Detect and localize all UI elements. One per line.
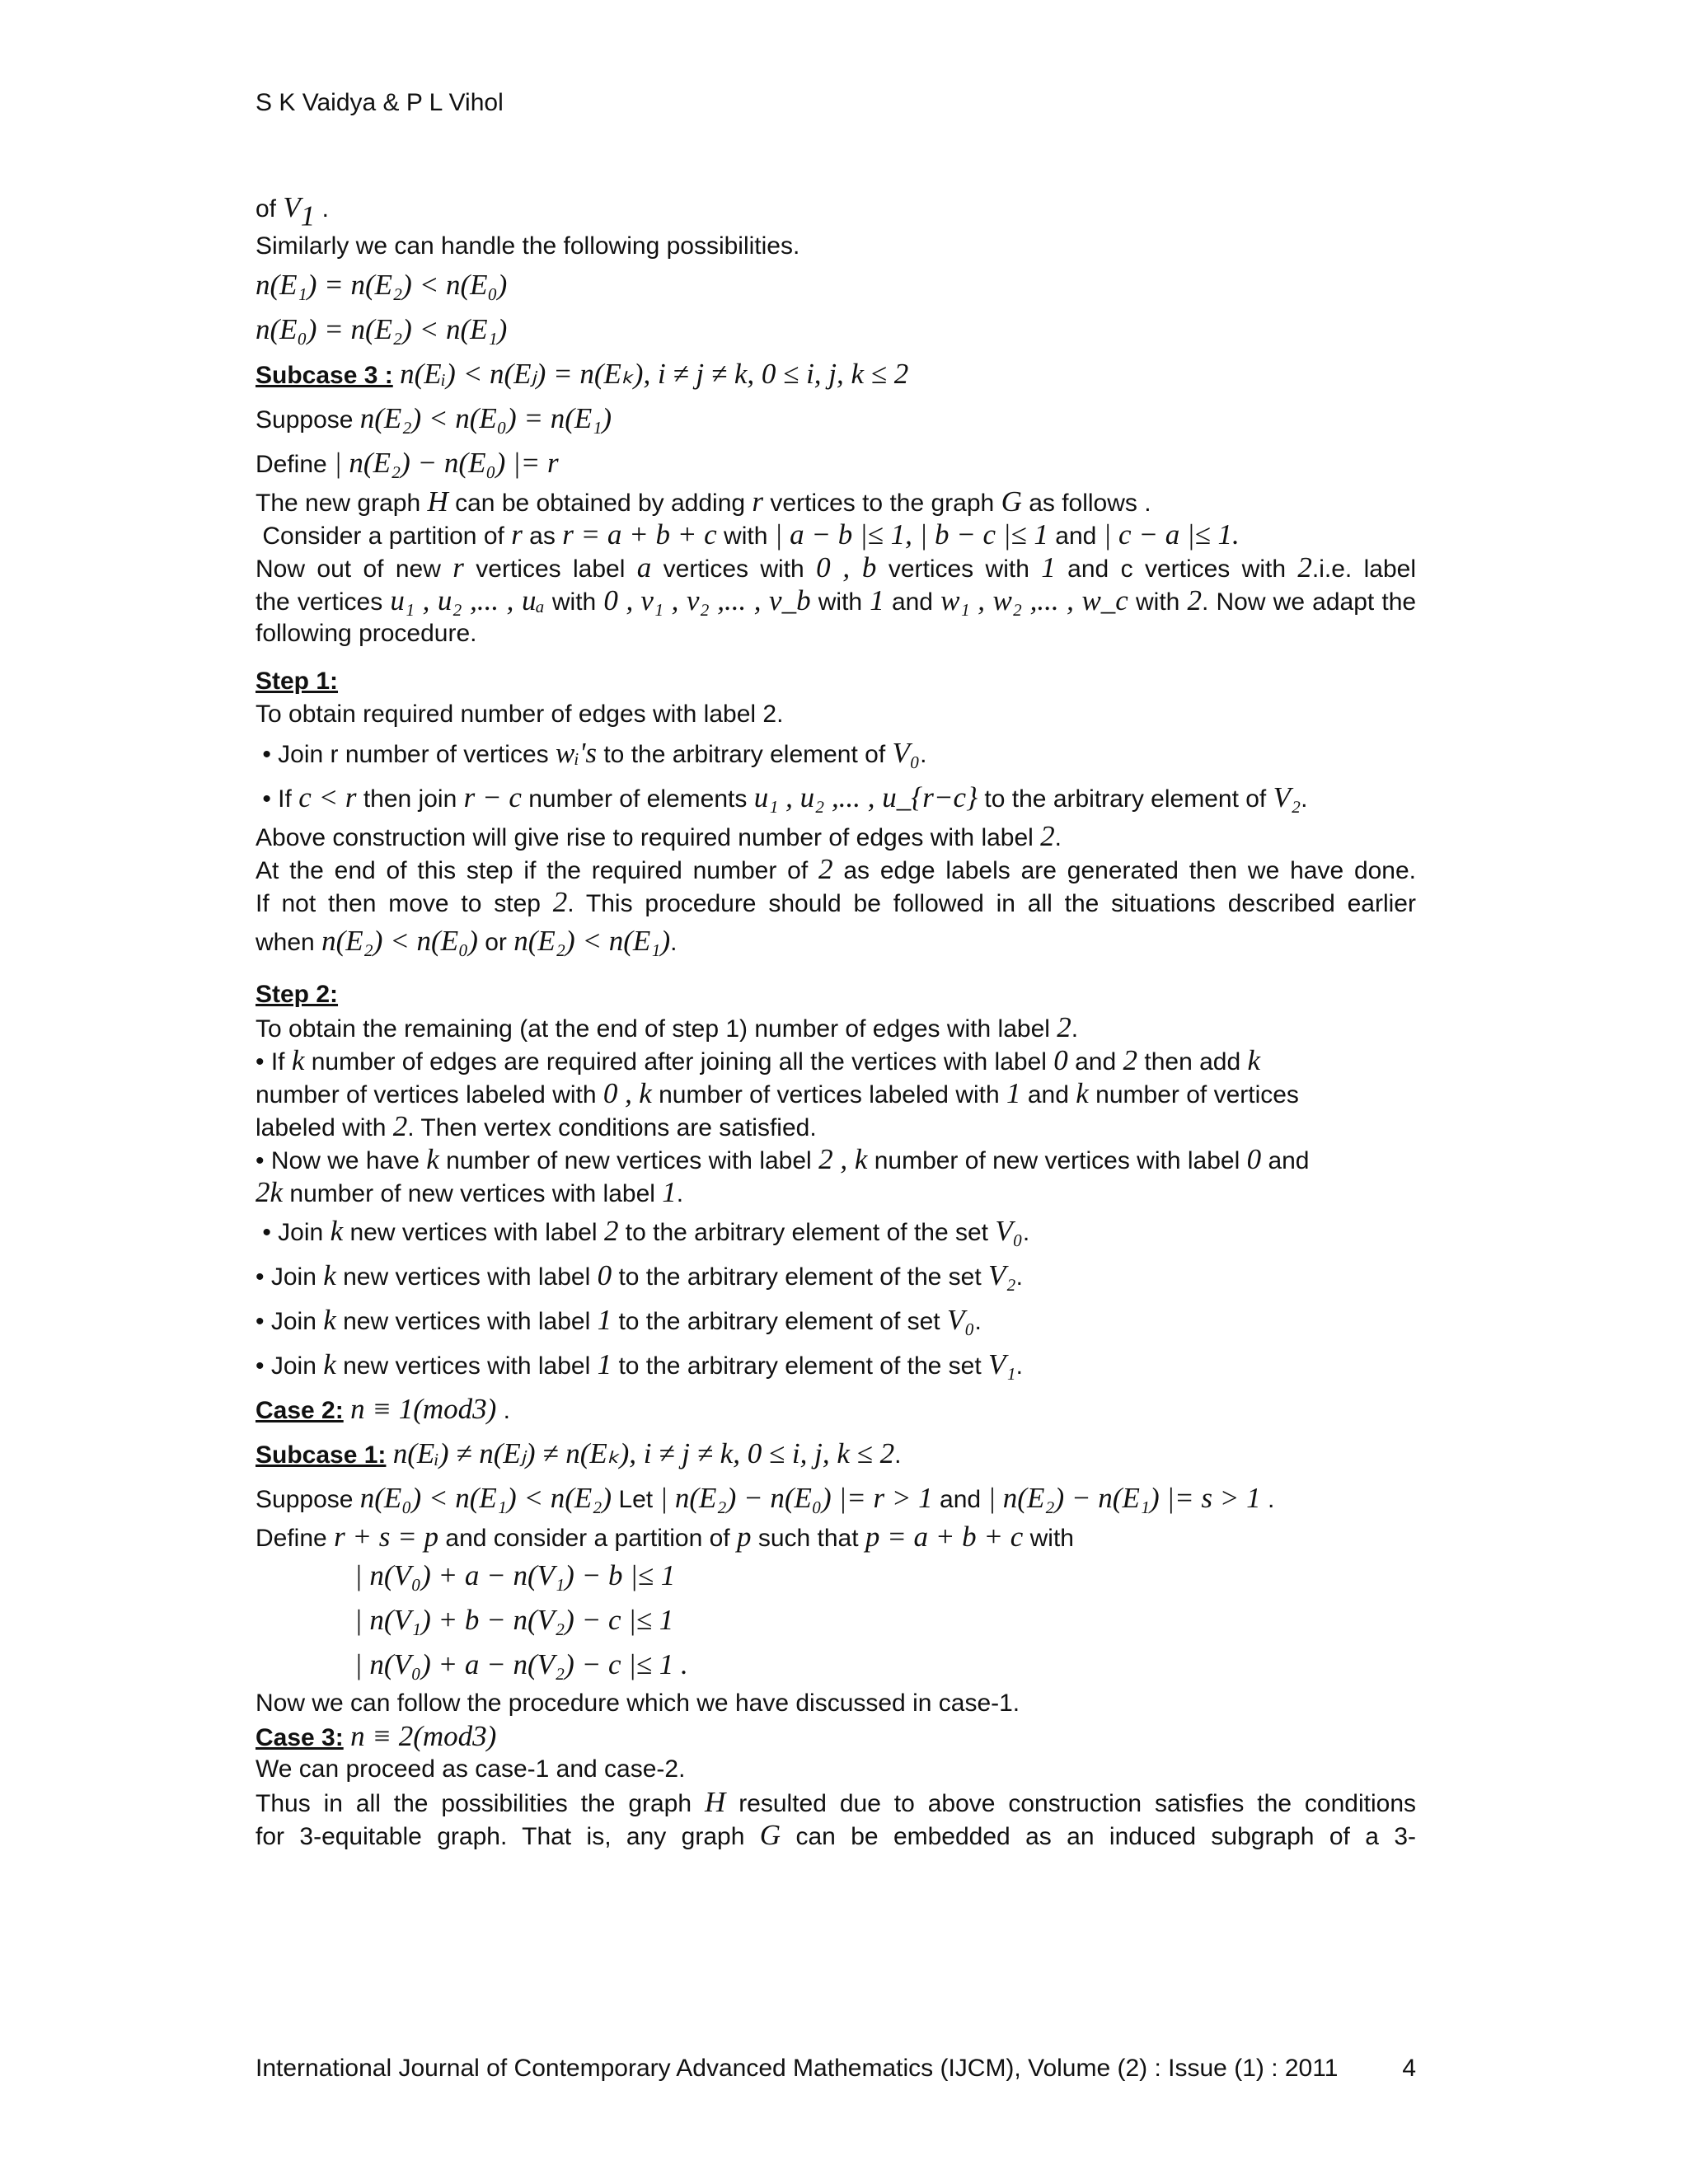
subcase-heading: Subcase 1: n(Eᵢ) ≠ n(Eⱼ) ≠ n(Eₖ), i ≠ j ≠ k, 0 ≤ i, j, k ≤ 2. [256,1437,902,1469]
text-line: Thus in all the possibilities the graph H resulted due to above construction satisfies the conditions [256,1786,1417,1818]
text-line: To obtain the remaining (at the end of step 1) number of edges with label 2. [256,1011,1079,1043]
text-line: Now out of new r vertices label a vertices with 0 , b vertices with 1 and c vertices with 2.i.e. label [256,551,1417,583]
text-line: The new graph H can be obtained by adding r vertices to the graph G as follows . [256,485,1151,518]
math-line: n(E₀) = n(E₂) < n(E₁) [256,313,508,345]
math-line: | n(V₀) + a − n(V₂) − c |≤ 1 . [354,1648,688,1680]
text-line: of $V_1$ . [256,191,329,232]
text-line: Define | n(E₂) − n(E₀) |= r [256,447,559,479]
text-line: the vertices u₁ , u₂ ,... , uₐ with 0 , v₁ , v₂ ,... , v_b with 1 and w₁ , w₂ ,... , w_c with 2. Now we adapt the [256,584,1417,616]
bullet-item: • Join r number of vertices wᵢ's to the arbitrary element of V₀. [262,737,927,769]
running-header: S K Vaidya & P L Vihol [256,89,504,116]
bullet-item: • Join k new vertices with label 1 to the arbitrary element of the set V₁. [256,1348,1023,1380]
text-line: To obtain required number of edges with label 2. [256,701,784,728]
math-line: n(E₁) = n(E₂) < n(E₀) [256,269,508,301]
text-line: If not then move to step 2. This procedure should be followed in all the situations described earlier [256,886,1416,918]
text-line: number of vertices labeled with 0 , k number of vertices labeled with 1 and k number of vertices [256,1077,1299,1109]
text-line: Now we can follow the procedure which we have discussed in case-1. [256,1690,1020,1717]
journal-citation: International Journal of Contemporary Advanced Mathematics (IJCM), Volume (2) : Issue (1) : 2011 [256,2055,1339,2082]
math-line: | n(V₁) + b − n(V₂) − c |≤ 1 [354,1604,674,1636]
case-heading: Case 3: n ≡ 2(mod3) [256,1720,497,1752]
text-line: Suppose n(E₂) < n(E₀) = n(E₁) [256,402,612,434]
step-heading: Step 2: [256,981,339,1008]
text-line: Suppose n(E₀) < n(E₁) < n(E₂) Let | n(E₂) − n(E₀) |= r > 1 and | n(E₂) − n(E₁) |= s > 1 . [256,1482,1275,1514]
text-line: Define r + s = p and consider a partition of p such that p = a + b + c with [256,1521,1074,1553]
bullet-item: • Join k new vertices with label 2 to the arbitrary element of the set V₀. [262,1215,1030,1247]
math-line: | n(V₀) + a − n(V₁) − b |≤ 1 [354,1559,676,1591]
page-body [256,185,1416,1852]
text-line: Above construction will give rise to required number of edges with label 2. [256,820,1062,852]
text-line: Consider a partition of r as r = a + b + c with | a − b |≤ 1, | b − c |≤ 1 and | c − a |≤ 1. [262,518,1240,551]
text-line: when n(E₂) < n(E₀) or n(E₂) < n(E₁). [256,925,678,957]
page-number: 4 [1402,2055,1416,2082]
bullet-item: • If c < r then join r − c number of elements u₁ , u₂ ,... , u_{r−c} to the arbitrary element of V₂. [262,781,1308,813]
bullet-item: • Join k new vertices with label 1 to the arbitrary element of set V₀. [256,1304,982,1336]
text-line: At the end of this step if the required number of 2 as edge labels are generated then we have done. [256,853,1417,885]
step-heading: Step 1: [256,668,339,695]
text-line: labeled with 2. Then vertex conditions are satisfied. [256,1110,817,1142]
subcase-heading: Subcase 3 : n(Eᵢ) < n(Eⱼ) = n(Eₖ), i ≠ j ≠ k, 0 ≤ i, j, k ≤ 2 [256,358,909,390]
case-heading: Case 2: n ≡ 1(mod3) . [256,1393,510,1425]
bullet-item: • If k number of edges are required after joining all the vertices with label 0 and 2 then add k [256,1044,1261,1076]
text-line: Similarly we can handle the following possibilities. [256,232,800,260]
bullet-item: • Join k new vertices with label 0 to the arbitrary element of the set V₂. [256,1259,1023,1291]
text-line: We can proceed as case-1 and case-2. [256,1755,686,1783]
text-line: following procedure. [256,620,477,647]
page-footer [256,2055,1416,2083]
text-line: for 3-equitable graph. That is, any graph G can be embedded as an induced subgraph of a 3- [256,1819,1417,1851]
bullet-item: • Now we have k number of new vertices with label 2 , k number of new vertices with label 0 and [256,1143,1310,1175]
text-line: 2k number of new vertices with label 1. [256,1176,684,1208]
